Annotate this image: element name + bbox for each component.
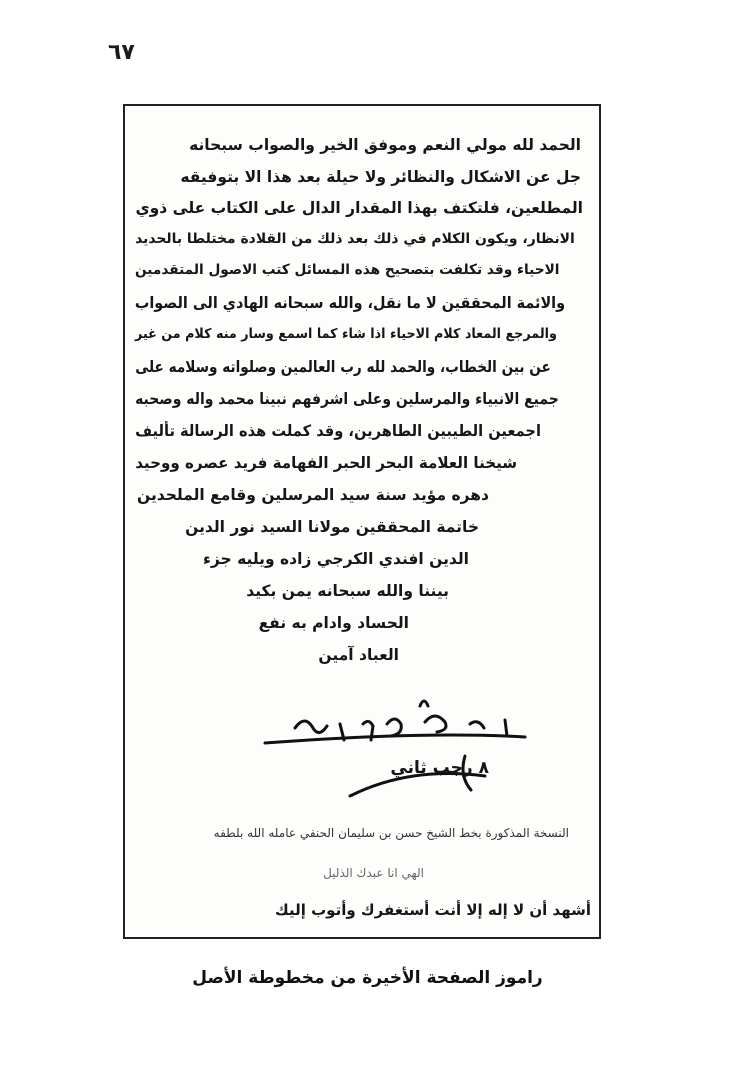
manuscript-line: الاحياء وقد تكلفت بتصحيح هذه المسائل كتب الاصول المتقدمين: [134, 262, 559, 278]
manuscript-line: الانظار، ويكون الكلام في ذلك بعد ذلك من القلادة مختلطا بالحديد: [135, 231, 575, 247]
faint-line: الهي انا عبدك الذليل: [323, 866, 424, 880]
manuscript-line: اجمعين الطيبين الطاهرين، وقد كملت هذه الرسالة تأليف: [135, 422, 541, 440]
manuscript-line: عن بين الخطاب، والحمد لله رب العالمين وصلواته وسلامه على: [135, 358, 551, 376]
manuscript-line: والمرجع المعاد كلام الاحياء اذا شاء كما اسمع وسار منه كلام من غير: [135, 326, 557, 342]
manuscript-line: خاتمة المحققين مولانا السيد نور الدين: [185, 518, 479, 536]
page-number: ٦٧: [108, 40, 135, 65]
manuscript-line: والائمة المحققين لا ما نقل، والله سبحانه الهادي الى الصواب: [134, 294, 565, 312]
manuscript-line: المطلعين، فلتكتف بهذا المقدار الدال على الكتاب على ذوي: [135, 199, 583, 217]
manuscript-line: الحساد وادام به نفع: [258, 614, 409, 632]
manuscript-line: الدين افندي الكرجي زاده ويليه جزء: [202, 550, 469, 568]
manuscript-line: العباد آمين: [318, 646, 399, 664]
manuscript-image: [123, 104, 601, 939]
manuscript-line: جل عن الاشكال والنظائر ولا حيلة بعد هذا الا بتوفيقه: [180, 168, 581, 186]
manuscript-line: بيننا والله سبحانه يمن بكيد: [246, 582, 449, 600]
manuscript-line: جميع الانبياء والمرسلين وعلى اشرفهم نبينا محمد واله وصحبه: [135, 390, 559, 408]
final-line: أشهد أن لا إله إلا أنت أستغفرك وأتوب إليك: [275, 901, 591, 919]
manuscript-line: شيخنا العلامة البحر الحبر الفهامة فريد عصره ووحيد: [135, 454, 517, 472]
date-note: ٨ رجب ثاني: [390, 758, 489, 778]
manuscript-line: الحمد لله مولي النعم وموفق الخير والصواب سبحانه: [189, 136, 581, 154]
lower-note: النسخة المذكورة بخط الشيخ حسن بن سليمان الحنفي عامله الله بلطفه: [213, 826, 569, 840]
page-caption: راموز الصفحة الأخيرة من مخطوطة الأصل: [192, 968, 543, 988]
date-flourish-icon: [125, 106, 601, 939]
manuscript-line: دهره مؤيد سنة سيد المرسلين وقامع الملحدين: [137, 486, 489, 504]
